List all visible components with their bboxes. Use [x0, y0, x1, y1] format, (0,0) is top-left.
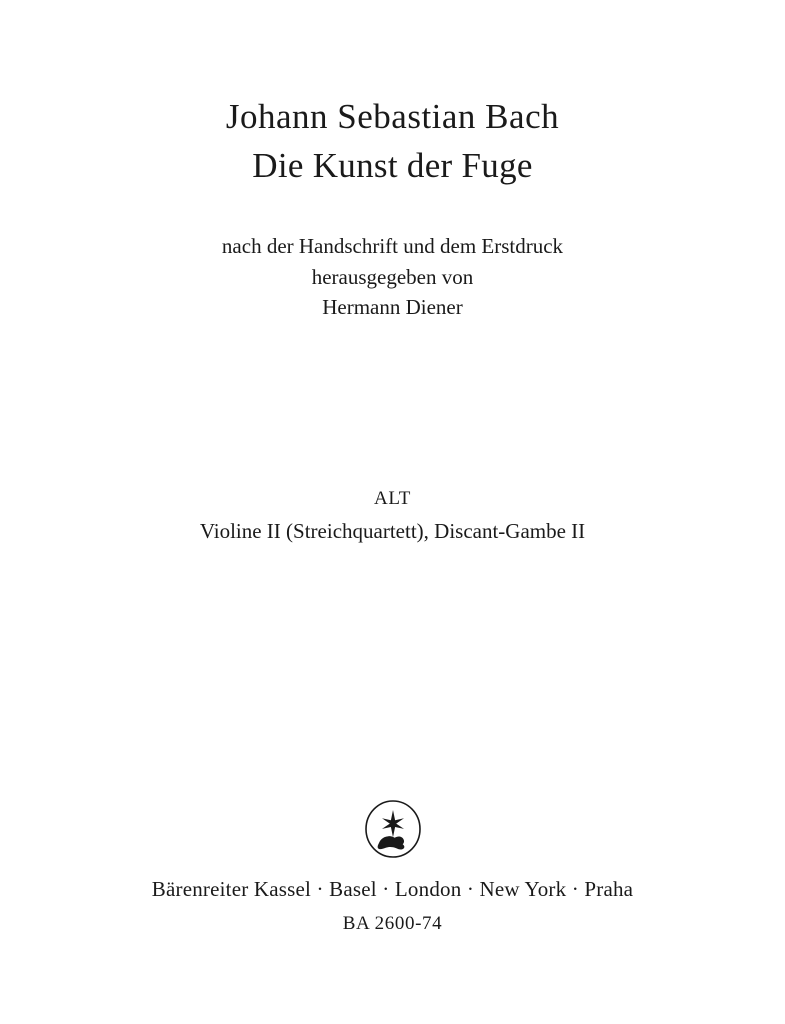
publisher-imprint [0, 798, 785, 938]
publisher-cities: Bärenreiter Kassel · Basel · London · New York · Praha [151, 877, 634, 901]
baerenreiter-bear-logo [362, 798, 424, 860]
part-voice-label: ALT [374, 488, 411, 509]
editor-name: Hermann Diener [322, 295, 463, 320]
composer-name: Johann Sebastian Bach [225, 97, 560, 136]
editor-label: herausgegeben von [311, 264, 474, 289]
part-designation [0, 485, 785, 547]
work-title: Die Kunst der Fuge [252, 145, 533, 185]
edition-info [222, 231, 563, 322]
source-note: nach der Handschrift und dem Erstdruck [221, 234, 564, 259]
part-instruments-label: Violine II (Streichquartett), Discant-Gambe II [199, 518, 586, 543]
plate-number: BA 2600-74 [342, 912, 443, 934]
